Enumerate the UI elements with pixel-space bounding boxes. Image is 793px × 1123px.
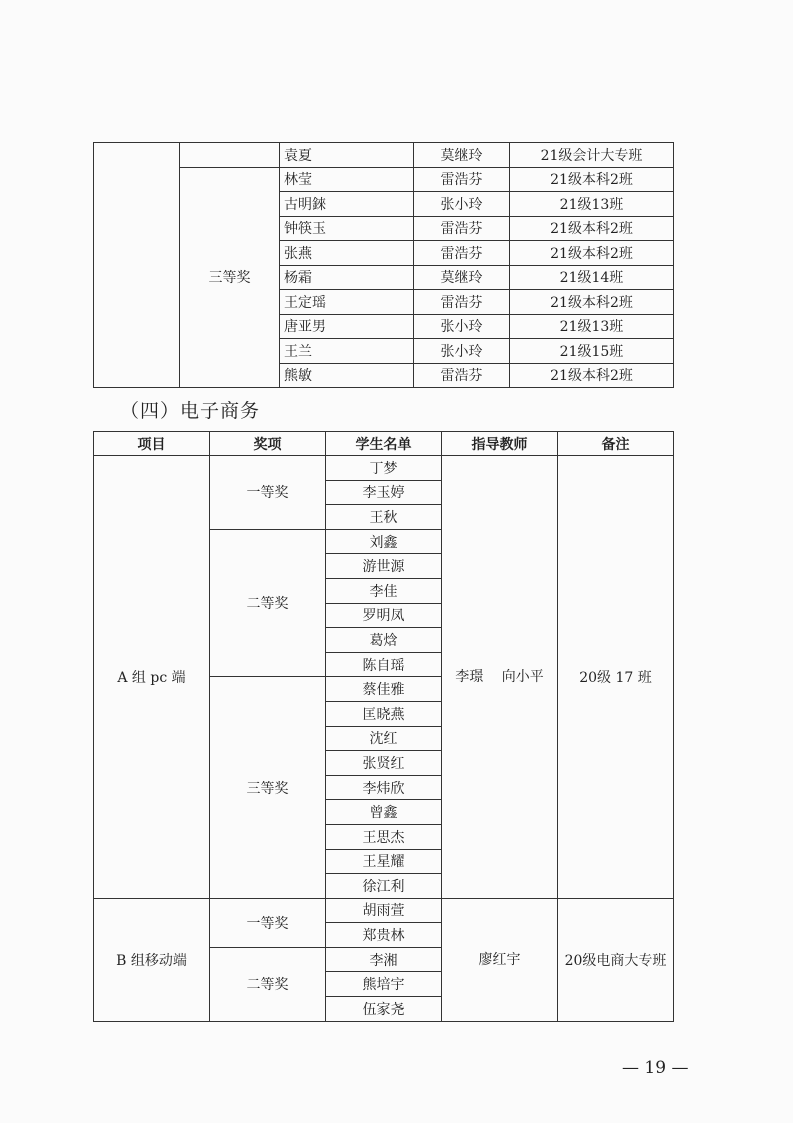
student-name: 郑贵林 [326,923,442,948]
student-name: 王思杰 [326,824,442,849]
class-name: 21级13班 [510,192,674,217]
teacher-cell: 李璟 向小平 [442,456,558,899]
section-title: （四）电子商务 [120,400,261,422]
class-name: 21级本科2班 [510,167,674,192]
award-cell: 一等奖 [210,456,326,530]
student-name: 钟筷玉 [280,216,414,241]
student-name: 罗明凤 [326,603,442,628]
student-name: 葛焓 [326,628,442,653]
ecommerce-awards-table [93,431,674,1022]
class-name: 21级本科2班 [510,290,674,315]
student-name: 张燕 [280,241,414,266]
teacher-name: 雷浩芬 [414,290,510,315]
page-number: — 19 — [622,1058,689,1078]
award-cell: 三等奖 [180,167,280,388]
teacher-cell: 廖红宇 [442,898,558,1021]
class-name: 21级本科2班 [510,363,674,388]
student-name: 刘鑫 [326,529,442,554]
teacher-name: 张小玲 [414,339,510,364]
teacher-name: 雷浩芬 [414,241,510,266]
student-name: 王定瑶 [280,290,414,315]
student-name: 匡晓燕 [326,701,442,726]
header-students: 学生名单 [326,432,442,456]
empty-cell [94,143,180,388]
table-row [94,143,674,168]
student-name: 袁夏 [280,143,414,168]
student-name: 张贤红 [326,751,442,776]
empty-award-cell [180,143,280,168]
student-name: 李玉婷 [326,480,442,505]
student-name: 丁梦 [326,456,442,481]
student-name: 熊培宇 [326,972,442,997]
student-name: 游世源 [326,554,442,579]
award-cell: 二等奖 [210,529,326,677]
teacher-name: 雷浩芬 [414,216,510,241]
student-name: 沈红 [326,726,442,751]
header-note: 备注 [558,432,674,456]
teacher-name: 莫继玲 [414,143,510,168]
teacher-name: 雷浩芬 [414,167,510,192]
student-name: 王星耀 [326,849,442,874]
student-name: 唐亚男 [280,314,414,339]
header-row [94,432,674,456]
table-row [94,898,674,923]
project-cell: A 组 pc 端 [94,456,210,899]
student-name: 曾鑫 [326,800,442,825]
header-teacher: 指导教师 [442,432,558,456]
student-name: 胡雨萱 [326,898,442,923]
note-cell: 20级 17 班 [558,456,674,899]
header-award: 奖项 [210,432,326,456]
student-name: 王秋 [326,505,442,530]
student-name: 伍家尧 [326,997,442,1022]
student-name: 李炜欣 [326,775,442,800]
student-name: 徐江利 [326,874,442,899]
class-name: 21级本科2班 [510,241,674,266]
student-name: 杨霜 [280,265,414,290]
class-name: 21级会计大专班 [510,143,674,168]
class-name: 21级14班 [510,265,674,290]
student-name: 林莹 [280,167,414,192]
teacher-name: 张小玲 [414,192,510,217]
table-row [94,167,674,192]
table-row [94,456,674,481]
student-name: 李佳 [326,578,442,603]
class-name: 21级13班 [510,314,674,339]
awards-table-continued [93,142,674,388]
student-name: 古明錸 [280,192,414,217]
teacher-name: 张小玲 [414,314,510,339]
header-project: 项目 [94,432,210,456]
teacher-name: 雷浩芬 [414,363,510,388]
student-name: 王兰 [280,339,414,364]
award-cell: 三等奖 [210,677,326,898]
class-name: 21级15班 [510,339,674,364]
student-name: 陈自瑶 [326,652,442,677]
award-cell: 一等奖 [210,898,326,947]
note-cell: 20级电商大专班 [558,898,674,1021]
student-name: 蔡佳雅 [326,677,442,702]
project-cell: B 组移动端 [94,898,210,1021]
teacher-name: 莫继玲 [414,265,510,290]
student-name: 李湘 [326,947,442,972]
class-name: 21级本科2班 [510,216,674,241]
student-name: 熊敏 [280,363,414,388]
award-cell: 二等奖 [210,947,326,1021]
